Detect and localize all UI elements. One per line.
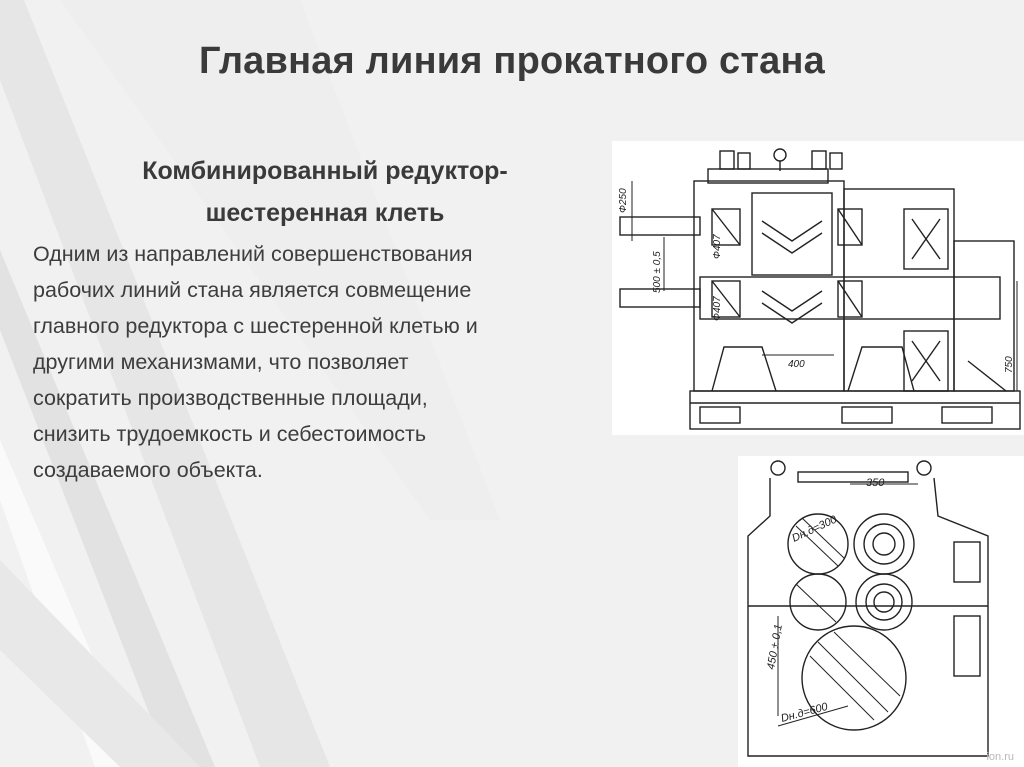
body-line: другими механизмами, что позволяет [33, 350, 409, 374]
body-paragraph [33, 236, 593, 488]
body-line: главного редуктора с шестеренной клетью и [33, 314, 478, 338]
dim-400: 400 [788, 359, 805, 370]
dim-d300: Dн.д=300 [790, 513, 839, 545]
body-line: рабочих линий стана является совмещение [33, 278, 472, 302]
subtitle [95, 150, 555, 234]
dim-450: 450 ± 0,1 [765, 623, 785, 671]
dim-phi407-lower: Ф407 [712, 296, 723, 321]
subtitle-line: шестеренная клеть [205, 199, 445, 227]
dim-750: 750 [1004, 356, 1015, 373]
gear-cross-section-drawing [738, 456, 1024, 767]
dim-350: 350 [866, 477, 885, 489]
dim-phi250: Ф250 [618, 188, 629, 213]
reducer-section-drawing [612, 141, 1024, 435]
watermark: ion.ru [986, 751, 1014, 763]
gear-cross-section-svg [738, 456, 1024, 767]
dim-500: 500 ± 0,5 [652, 251, 663, 293]
body-line: создаваемого объекта. [33, 458, 263, 482]
dim-phi407: Ф407 [712, 234, 723, 259]
page-title: Главная линия прокатного стана [198, 40, 825, 82]
dim-d600: Dн.д=600 [779, 700, 830, 725]
body-line: снизить трудоемкость и себестоимость [33, 422, 427, 446]
reducer-section-svg [612, 141, 1024, 435]
body-line: Одним из направлений совершенствования [33, 242, 473, 266]
body-line: сократить производственные площади, [33, 386, 428, 410]
subtitle-line: Комбинированный редуктор- [142, 157, 508, 185]
